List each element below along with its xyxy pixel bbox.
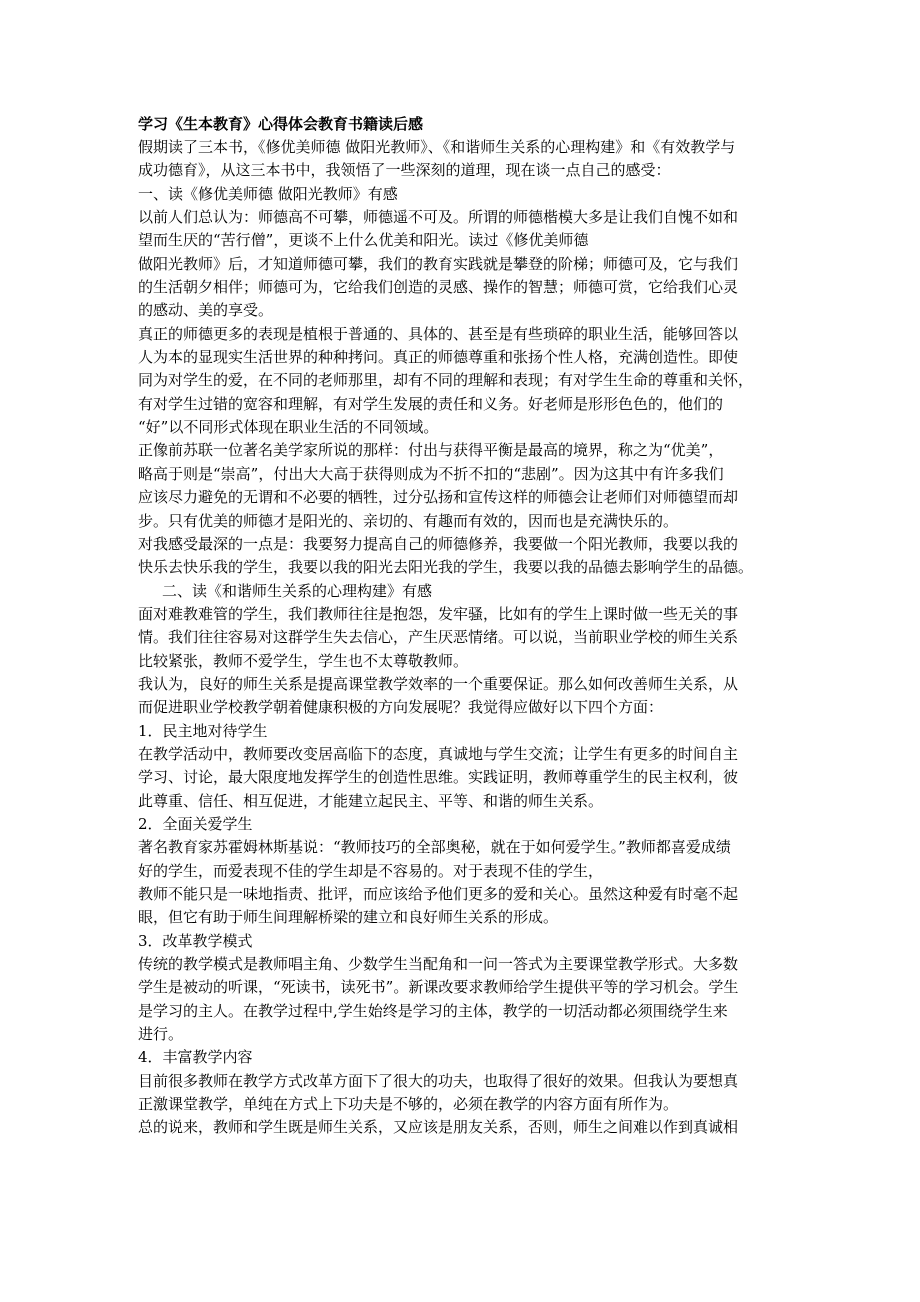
text-line-14: 正像前苏联一位著名美学家所说的那样：付出与获得平衡是最高的境界，称之为“优美”， — [138, 441, 724, 460]
subheading-4: 4．丰富教学内容 — [138, 1048, 253, 1067]
text-line-29: 此尊重、信任、相互促进，才能建立起民主、平等、和谐的师生关系。 — [138, 791, 604, 810]
section-heading-2: 二、读《和谐师生关系的心理构建》有感 — [162, 581, 433, 600]
text-line-42: 正激课堂教学，单纯在方式上下功夫是不够的，必须在教学的内容方面有所作为。 — [138, 1095, 679, 1114]
text-line-43: 总的说来，教师和学生既是师生关系，又应该是朋友关系，否则，师生之间难以作到真诚相 — [138, 1118, 739, 1137]
text-line-31: 著名教育家苏霍姆林斯基说：“教师技巧的全部奥秘，就在于如何爱学生。”教师都喜爱成绩 — [138, 838, 731, 857]
text-line-11: 同为对学生的爱，在不同的老师那里，却有不同的理解和表现；有对学生生命的尊重和关怀， — [138, 371, 754, 390]
subheading-2: 2．全面关爱学生 — [138, 814, 253, 833]
text-line-9: 真正的师德更多的表现是植根于普通的、具体的、甚至是有些琐碎的职业生活，能够回答以 — [138, 324, 739, 343]
text-line-8: 的感动、美的享受。 — [138, 301, 274, 320]
text-line-28: 学习、讨论，最大限度地发挥学生的创造性思维。实践证明，教师尊重学生的民主权利，彼 — [138, 768, 739, 787]
subheading-1: 1．民主地对待学生 — [138, 721, 268, 740]
text-line-41: 目前很多教师在教学方式改革方面下了很大的功夫，也取得了很好的效果。但我认为要想真 — [138, 1071, 739, 1090]
text-line-21: 面对难教难管的学生，我们教师往往是抱怨，发牢骚，比如有的学生上课时做一些无关的事 — [138, 604, 739, 623]
text-line-4: 以前人们总认为：师德高不可攀，师德遥不可及。所谓的师德楷模大多是让我们自愧不如和 — [138, 208, 739, 227]
text-line-17: 步。只有优美的师德才是阳光的、亲切的、有趣而有效的，因而也是充满快乐的。 — [138, 511, 679, 530]
document-page — [138, 112, 786, 1140]
text-line-27: 在教学活动中，教师要改变居高临下的态度，真诚地与学生交流；让学生有更多的时间自主 — [138, 744, 739, 763]
text-line-16: 应该尽力避免的无谓和不必要的牺牲，过分弘扬和宣传这样的师德会让老师们对师德望而却 — [138, 488, 739, 507]
text-line-25: 而促进职业学校教学朝着健康积极的方向发展呢？我觉得应做好以下四个方面： — [138, 698, 664, 717]
text-line-12: 有对学生过错的宽容和理解，有对学生发展的责任和义务。好老师是形形色色的，他们的 — [138, 394, 724, 413]
text-line-37: 学生是被动的听课，“死读书，读死书”。新课改要求教师给学生提供平等的学习机会。学生 — [138, 978, 739, 997]
text-line-32: 好的学生，而爱表现不佳的学生却是不容易的。对于表现不佳的学生， — [138, 861, 604, 880]
text-line-39: 进行。 — [138, 1025, 184, 1044]
section-heading-1: 一、读《修优美师德 做阳光教师》有感 — [138, 184, 398, 203]
text-line-36: 传统的教学模式是教师唱主角、少数学生当配角和一问一答式为主要课堂教学形式。大多数 — [138, 955, 739, 974]
text-line-18: 对我感受最深的一点是：我要努力提高自己的师德修养，我要做一个阳光教师，我要以我的 — [138, 534, 739, 553]
text-line-6: 做阳光教师》后，才知道师德可攀，我们的教育实践就是攀登的阶梯；师德可及，它与我们 — [138, 254, 739, 273]
text-line-2: 成功德育》，从这三本书中，我领悟了一些深刻的道理，现在谈一点自己的感受： — [138, 161, 671, 180]
text-line-15: 略高于则是“崇高”，付出大大高于获得则成为不折不扣的“悲剧”。因为这其中有许多我们 — [138, 464, 724, 483]
text-line-34: 眼，但它有助于师生间理解桥梁的建立和良好师生关系的形成。 — [138, 908, 559, 927]
text-line-24: 我认为，良好的师生关系是提高课堂教学效率的一个重要保证。那么如何改善师生关系，从 — [138, 674, 739, 693]
text-line-13: “好”以不同形式体现在职业生活的不同领域。 — [138, 418, 439, 437]
document-title: 学习《生本教育》心得体会教育书籍读后感 — [138, 115, 424, 133]
text-line-7: 的生活朝夕相伴；师德可为，它给我们创造的灵感、操作的智慧；师德可赏，它给我们心灵 — [138, 278, 739, 297]
text-line-10: 人为本的显现实生活世界的种种拷问。真正的师德尊重和张扬个性人格，充满创造性。即使 — [138, 348, 739, 367]
text-line-1: 假期读了三本书，《修优美师德 做阳光教师》、《和谐师生关系的心理构建》和《有效教学与 — [138, 138, 736, 156]
text-line-22: 情。我们往往容易对这群学生失去信心，产生厌恶情绪。可以说，当前职业学校的师生关系 — [138, 628, 739, 647]
subheading-3: 3．改革教学模式 — [138, 931, 253, 950]
text-line-33: 教师不能只是一味地指责、批评，而应该给予他们更多的爱和关心。虽然这种爱有时毫不起 — [138, 885, 739, 903]
document-body — [138, 136, 786, 1140]
text-line-5: 望而生厌的“苦行僧”，更谈不上什么优美和阳光。读过《修优美师德 — [138, 231, 589, 250]
text-line-23: 比较紧张，教师不爱学生，学生也不太尊敬教师。 — [138, 651, 469, 670]
text-line-19: 快乐去快乐我的学生，我要以我的阳光去阳光我的学生，我要以我的品德去影响学生的品德。 — [138, 558, 754, 577]
text-line-38: 是学习的主人。在教学过程中,学生始终是学习的主体，教学的一切活动都必须围绕学生来 — [138, 1001, 728, 1020]
